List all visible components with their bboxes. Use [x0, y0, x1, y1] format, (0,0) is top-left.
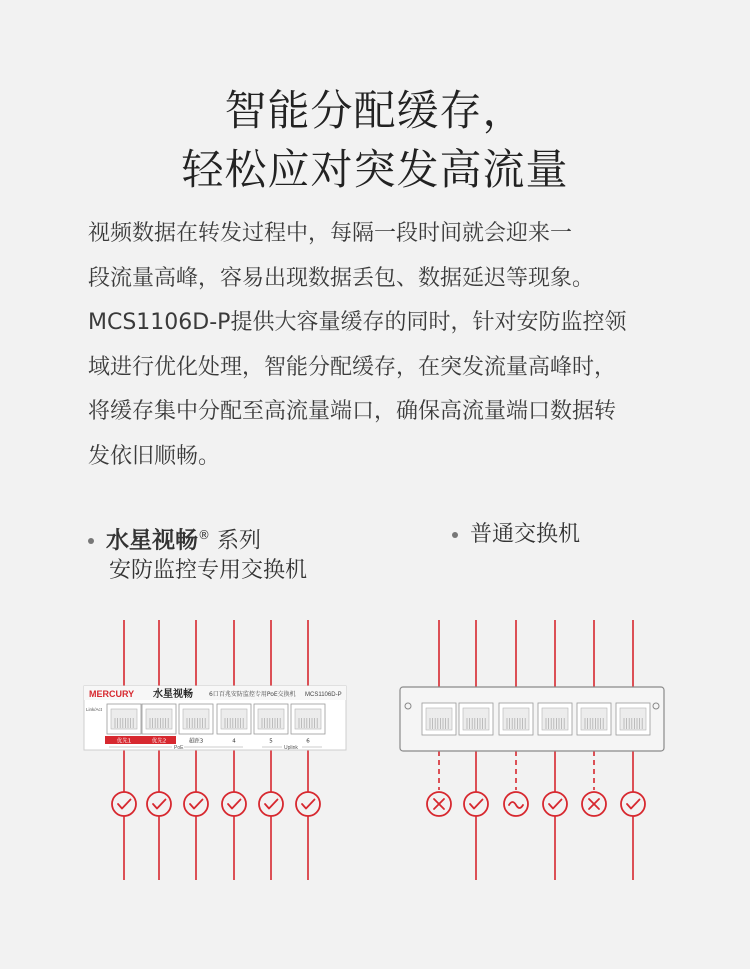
check-circle-icon: [464, 792, 488, 816]
description-line: 段流量高峰，容易出现数据丢包、数据延迟等现象。: [88, 265, 595, 291]
port-label: 5: [269, 738, 273, 745]
ethernet-port-icon: [616, 703, 650, 735]
heading-line2: 轻松应对突发高流量: [181, 145, 569, 194]
check-circle-icon: [543, 792, 567, 816]
device-desc: 6口百兆安防监控专用PoE交换机: [209, 691, 296, 698]
check-circle-icon: [112, 792, 136, 816]
device-brand: 水星视畅: [153, 689, 193, 700]
ethernet-port-icon: [105, 704, 141, 745]
ethernet-port-icon: [499, 703, 533, 735]
uplink-label: Uplink: [284, 745, 298, 751]
ethernet-port-icon: [140, 704, 176, 745]
ethernet-port-icon: [459, 703, 493, 735]
poe-label: PoE: [174, 745, 184, 751]
description-line: 域进行优化处理，智能分配缓存，在突发流量高峰时，: [88, 354, 617, 380]
ethernet-port-icon: [577, 703, 611, 735]
series-suffix: 系列: [210, 528, 261, 554]
check-circle-icon: [184, 792, 208, 816]
ethernet-port-icon: [538, 703, 572, 735]
left-switch-subtitle: 安防监控专用交换机: [109, 558, 308, 584]
check-circle-icon: [296, 792, 320, 816]
port-label: 优先2: [151, 738, 167, 745]
link-label: Link/Act: [86, 707, 103, 712]
check-circle-icon: [147, 792, 171, 816]
description-line: MCS1106D-P提供大容量缓存的同时，针对安防监控领: [88, 310, 627, 336]
cross-circle-icon: [582, 792, 606, 816]
device-logo: MERCURY: [89, 689, 135, 699]
check-circle-icon: [222, 792, 246, 816]
mercury-switch: [84, 686, 346, 751]
brand-name: 水星视畅: [106, 527, 198, 554]
port-label: 优先1: [116, 738, 132, 745]
check-circle-icon: [621, 792, 645, 816]
description-line: 视频数据在转发过程中，每隔一段时间就会迎来一: [88, 221, 573, 246]
check-circle-icon: [259, 792, 283, 816]
cross-circle-icon: [427, 792, 451, 816]
ethernet-port-icon: [422, 703, 456, 735]
port-label: 6: [306, 738, 310, 745]
port-label: 超距3: [188, 738, 204, 745]
registered-mark: ®: [198, 528, 210, 542]
port-label: 4: [232, 738, 236, 745]
right-switch-title: 普通交换机: [470, 522, 581, 547]
wave-circle-icon: [504, 792, 528, 816]
description-line: 发依旧顺畅。: [88, 443, 221, 469]
description-line: 将缓存集中分配至高流量端口，确保高流量端口数据转: [88, 399, 617, 425]
heading-line1: 智能分配缓存，: [224, 86, 526, 135]
generic-switch: [400, 687, 664, 751]
device-model: MCS1106D-P: [305, 692, 342, 698]
